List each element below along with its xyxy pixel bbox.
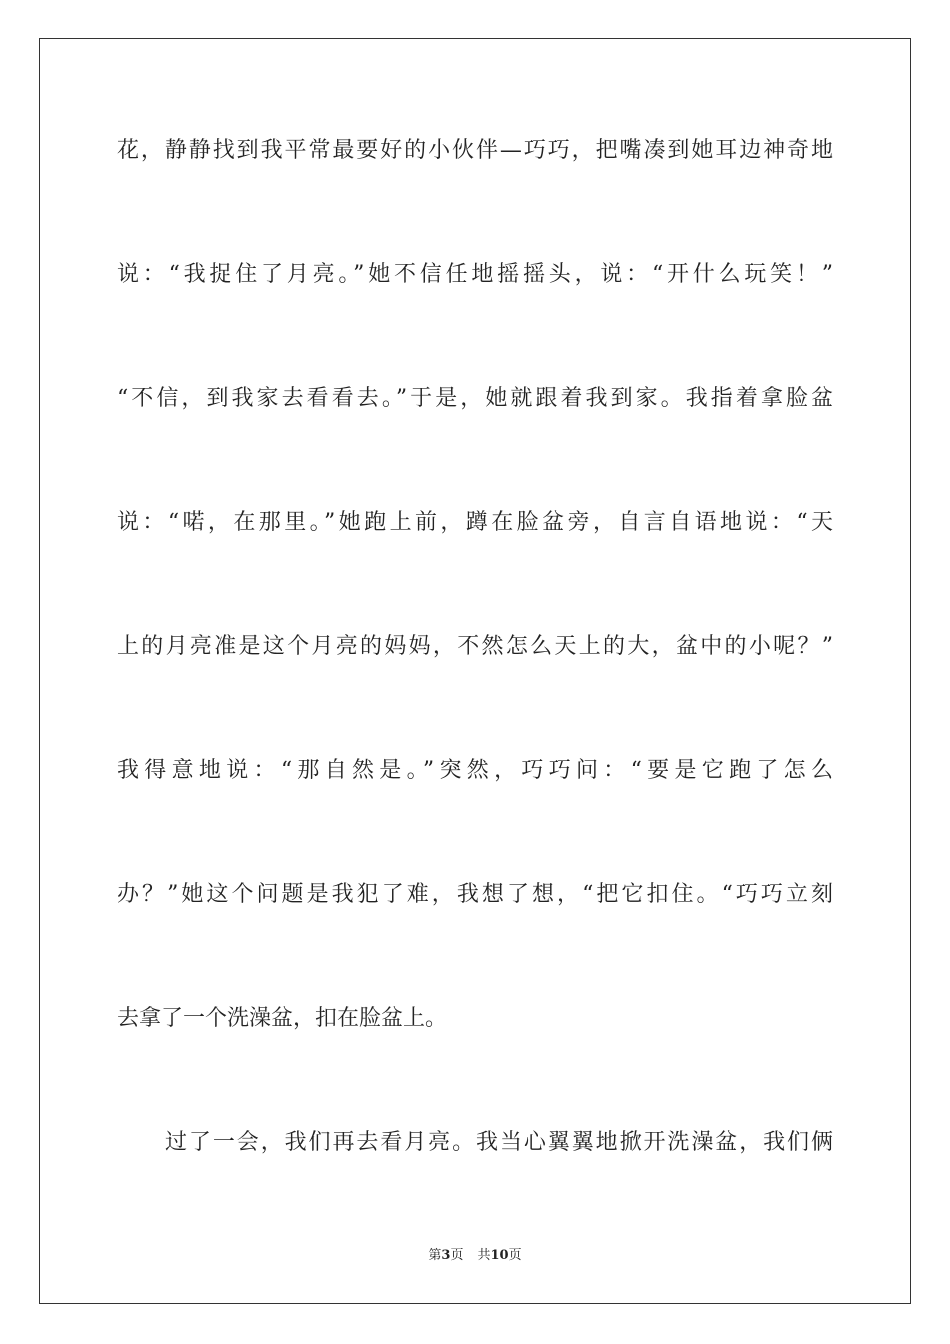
text-line-6: 我得意地说：“那自然是。”突然，巧巧问：“要是它跑了怎么 <box>117 758 833 783</box>
page-footer <box>0 1247 950 1265</box>
page-prefix: 第 <box>428 1248 442 1263</box>
text-line-7: 办？”她这个问题是我犯了难，我想了想，“把它扣住。“巧巧立刻 <box>117 882 833 907</box>
text-line-8: 去拿了一个洗澡盆，扣在脸盆上。 <box>117 1006 448 1031</box>
text-line-2: 说：“我捉住了月亮。”她不信任地摇摇头，说：“开什么玩笑！” <box>117 262 833 287</box>
page-border <box>39 38 911 1304</box>
text-line-1: 花，静静找到我平常最要好的小伙伴—巧巧，把嘴凑到她耳边神奇地 <box>117 138 833 163</box>
total-prefix: 共 <box>477 1248 491 1263</box>
text-line-5: 上的月亮准是这个月亮的妈妈，不然怎么天上的大，盆中的小呢？” <box>117 634 833 659</box>
total-suffix: 页 <box>508 1248 522 1263</box>
page-suffix: 页 <box>450 1248 464 1263</box>
page-number: 3 <box>441 1248 451 1263</box>
text-line-4: 说：“喏，在那里。”她跑上前，蹲在脸盆旁，自言自语地说：“天 <box>117 510 833 535</box>
total-pages: 10 <box>490 1248 509 1263</box>
text-line-3: “不信，到我家去看看去。”于是，她就跟着我到家。我指着拿脸盆 <box>117 386 833 411</box>
text-line-9-paragraph-start: 过了一会，我们再去看月亮。我当心翼翼地掀开洗澡盆，我们俩 <box>165 1130 833 1155</box>
